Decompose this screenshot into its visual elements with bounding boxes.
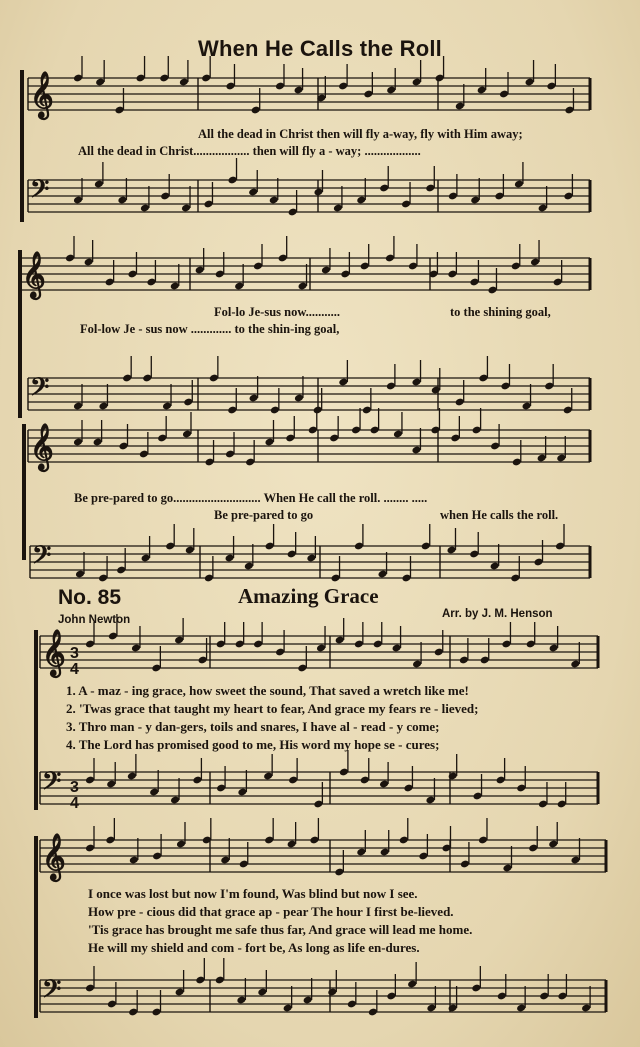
verse-line: 2. 'Twas grace that taught my heart to fear, And grace my fears re - lieved; [66, 701, 479, 716]
lyric-line: All the dead in Christ.................. then will fly a - way; .................. [78, 144, 421, 158]
treble-clef-icon: 𝄞 [42, 834, 66, 880]
treble-clef-icon: 𝄞 [30, 424, 54, 470]
verse-line: I once was lost but now I'm found, Was blind but now I see. [88, 886, 418, 901]
verse-line: 3. Thro man - y dan-gers, toils and snares, I have al - read - y come; [66, 719, 440, 734]
lyric-line: All the dead in Christ then will fly a-way, fly with Him away; [198, 127, 523, 141]
bass-clef-icon: 𝄢 [42, 975, 62, 1010]
author-credit: John Newton [58, 614, 131, 626]
song-title: When He Calls the Roll [198, 36, 442, 61]
lyric-line: Fol-low Je - sus now ............. to the shin-ing goal, [80, 322, 340, 336]
lyric-line: to the shining goal, [450, 305, 551, 319]
arranger-credit: Arr. by J. M. Henson [442, 608, 553, 620]
verse-line: He will my shield and com - fort be, As long as life en-dures. [88, 940, 420, 955]
bass-clef-icon: 𝄢 [30, 175, 50, 210]
bass-clef-icon: 𝄢 [32, 541, 52, 576]
bass-clef-icon: 𝄢 [30, 373, 50, 408]
time-signature: 3 [70, 779, 79, 796]
lyric-line: Be pre-pared to go [214, 508, 314, 522]
treble-clef-icon: 𝄞 [42, 630, 66, 676]
hymn-number: No. 85 [58, 586, 122, 609]
lyric-line: Be pre-pared to go............................ When He call the roll. ........ ..... [74, 491, 428, 505]
lyric-line: when He calls the roll. [440, 508, 559, 522]
treble-clef-icon: 𝄞 [30, 72, 54, 118]
time-signature: 4 [70, 661, 79, 678]
verse-line: 'Tis grace has brought me safe thus far, And grace will lead me home. [88, 922, 473, 937]
verse-line: 4. The Lord has promised good to me, His word my hope se - cures; [66, 737, 440, 752]
treble-clef-icon: 𝄞 [22, 252, 46, 298]
time-signature: 4 [70, 795, 79, 812]
lyric-line: Fol-lo Je-sus now........... [214, 305, 341, 319]
bass-clef-icon: 𝄢 [42, 767, 62, 802]
verse-line: How pre - cious did that grace ap - pear The hour I first be-lieved. [88, 904, 454, 919]
verse-line: 1. A - maz - ing grace, how sweet the sound, That saved a wretch like me! [66, 683, 469, 698]
hymn-title: Amazing Grace [238, 584, 379, 608]
time-signature: 3 [70, 645, 79, 662]
